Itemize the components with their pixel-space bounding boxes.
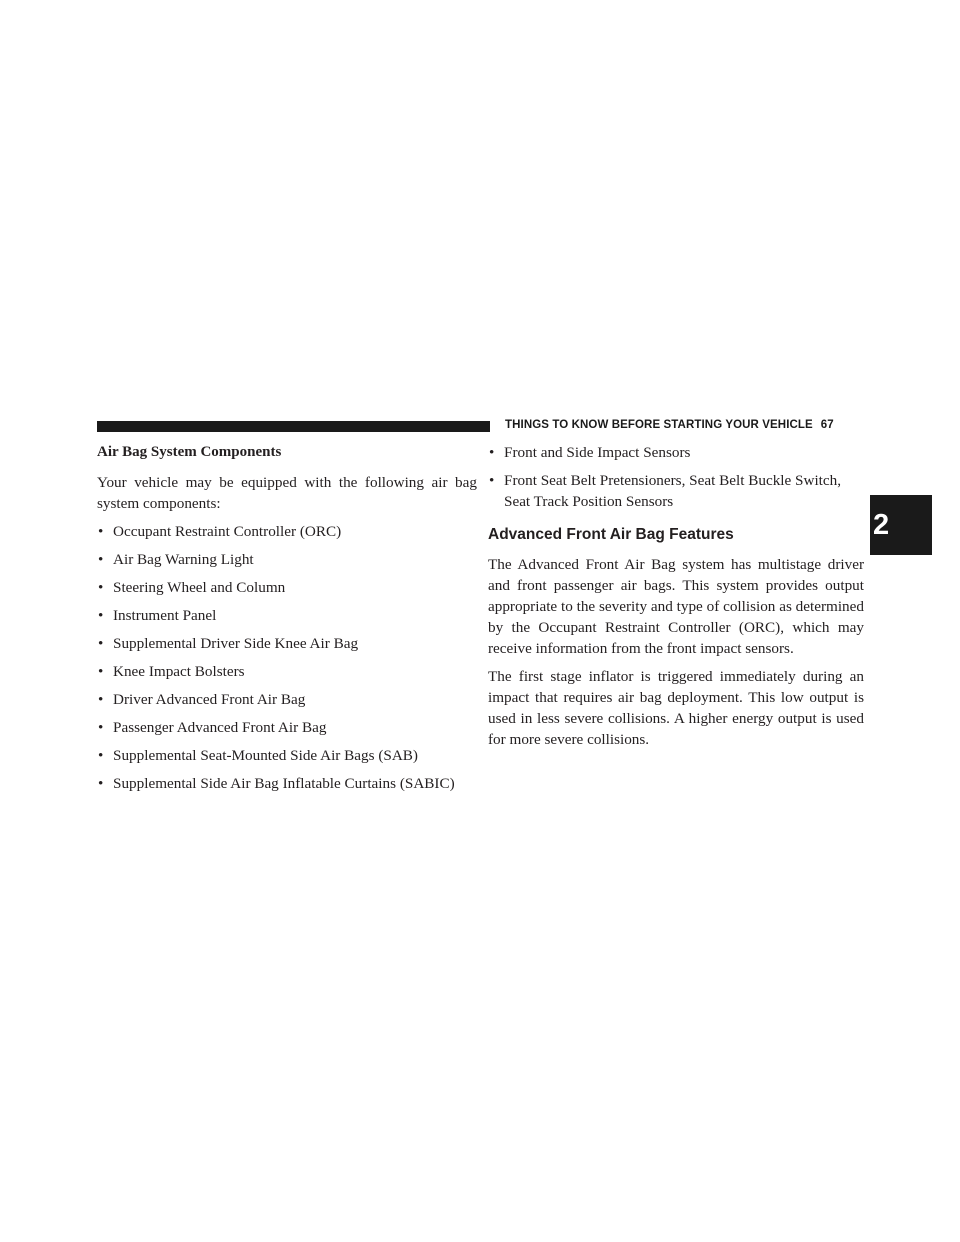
- chapter-tab: [870, 495, 932, 555]
- chapter-number: 2: [873, 508, 890, 541]
- bullet-icon: •: [98, 747, 104, 764]
- page-number: 67: [820, 419, 834, 431]
- component-list: [97, 521, 477, 794]
- list-item-text: Occupant Restraint Controller (ORC): [113, 523, 342, 540]
- list-item: [97, 745, 477, 766]
- bullet-icon: •: [98, 663, 104, 680]
- bullet-icon: •: [98, 691, 104, 708]
- list-item-text: Supplemental Side Air Bag Inflatable Curtains (SABIC): [113, 775, 455, 792]
- list-item: [97, 633, 477, 654]
- body-paragraph: The Advanced Front Air Bag system has multistage driver and front passenger air bags. This system provides output appropriate to the severity and type of collision as determined by the Occupant Restraint Controller (ORC), which may receive information from the front impact sensors.: [488, 556, 864, 657]
- list-item: [97, 689, 477, 710]
- bullet-icon: •: [98, 607, 104, 624]
- section-title-advanced-front-air-bag: Advanced Front Air Bag Features: [488, 526, 734, 543]
- list-item: [488, 470, 864, 512]
- bullet-icon: •: [489, 472, 495, 489]
- bullet-icon: •: [98, 523, 104, 540]
- list-item-text: Instrument Panel: [113, 607, 217, 624]
- list-item: [97, 549, 477, 570]
- list-item-text: Front and Side Impact Sensors: [504, 444, 691, 461]
- right-column: [488, 442, 864, 757]
- list-item: [97, 577, 477, 598]
- bullet-icon: •: [98, 579, 104, 596]
- list-item-text: Steering Wheel and Column: [113, 579, 286, 596]
- list-item-text: Passenger Advanced Front Air Bag: [113, 719, 327, 736]
- list-item: [97, 717, 477, 738]
- list-item-text: Supplemental Seat-Mounted Side Air Bags (SAB): [113, 747, 418, 764]
- subheading-air-bag-components: Air Bag System Components: [97, 444, 282, 460]
- bullet-icon: •: [98, 635, 104, 652]
- bullet-icon: •: [98, 775, 104, 792]
- list-item: [488, 442, 864, 463]
- list-item-text: Front Seat Belt Pretensioners, Seat Belt Buckle Switch, Seat Track Position Sensors: [504, 472, 842, 510]
- sensor-list: [488, 442, 864, 512]
- list-item-text: Driver Advanced Front Air Bag: [113, 691, 306, 708]
- list-item: [97, 605, 477, 626]
- bullet-icon: •: [98, 719, 104, 736]
- list-item: [97, 521, 477, 542]
- body-paragraph: The first stage inflator is triggered immediately during an impact that requires air bag deployment. This low output is used in less severe collisions. A higher energy output is used for more severe collisions.: [488, 668, 864, 748]
- list-item: [97, 773, 477, 794]
- list-item: [97, 661, 477, 682]
- running-header-title: THINGS TO KNOW BEFORE STARTING YOUR VEHICLE: [505, 419, 813, 431]
- list-item-text: Knee Impact Bolsters: [113, 663, 245, 680]
- left-column: [97, 442, 477, 801]
- intro-paragraph: Your vehicle may be equipped with the following air bag system components:: [97, 474, 477, 512]
- header-rule: [97, 421, 490, 432]
- bullet-icon: •: [98, 551, 104, 568]
- list-item-text: Air Bag Warning Light: [113, 551, 254, 568]
- bullet-icon: •: [489, 444, 495, 461]
- list-item-text: Supplemental Driver Side Knee Air Bag: [113, 635, 359, 652]
- running-header: [505, 419, 834, 431]
